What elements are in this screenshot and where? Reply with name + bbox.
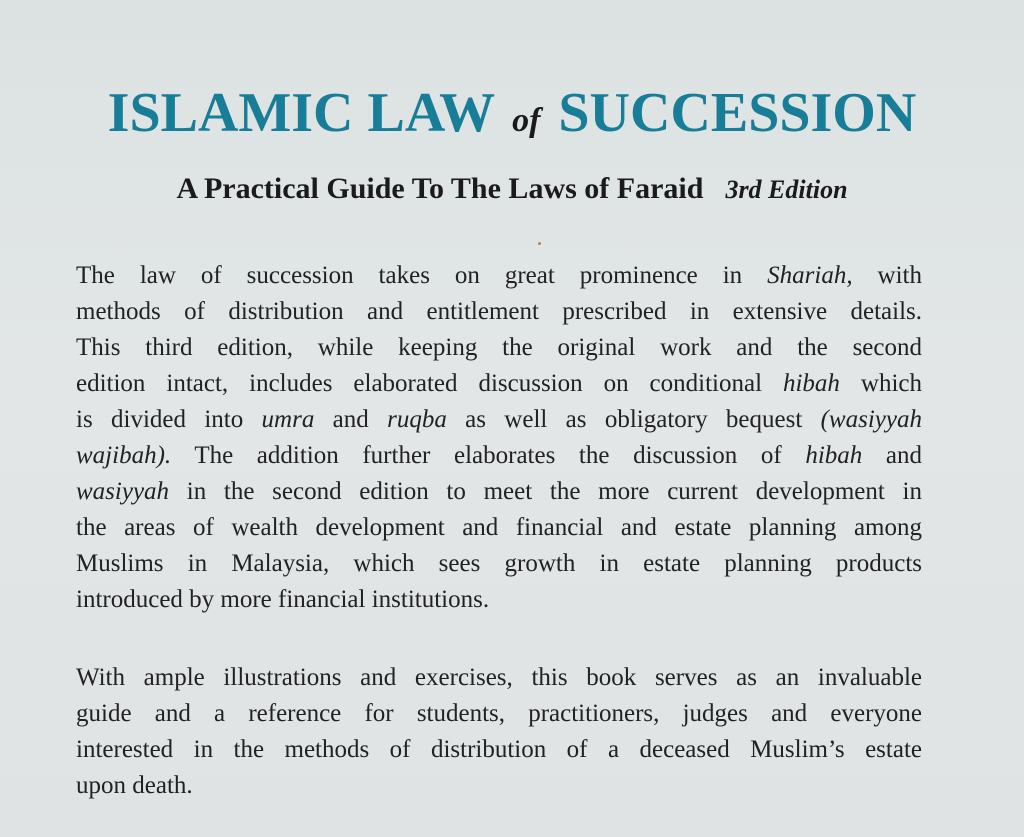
italic-term: wasiyyah [76, 478, 170, 505]
italic-term: wajibah). [76, 442, 172, 469]
italic-term: (wasiyyah [820, 406, 922, 433]
title-part-1: ISLAMIC LAW [107, 82, 495, 144]
text-run: in the second edition to meet the more current development in [169, 478, 922, 505]
italic-term: hibah [805, 442, 863, 469]
italic-term: hibah [782, 370, 840, 397]
text-run: as well as obligatory bequest [446, 406, 821, 433]
paragraph-line [76, 438, 922, 474]
text-run: with [852, 262, 922, 289]
paragraph-line [76, 402, 922, 438]
book-title [0, 78, 1024, 156]
paragraph-line: Muslims in Malaysia, which sees growth in estate planning products [76, 550, 922, 577]
text-run: which [839, 370, 922, 397]
italic-term: umra [261, 406, 315, 433]
description-paragraph-1 [76, 258, 922, 618]
title-of: of [512, 102, 541, 139]
text-run: The addition further elaborates the discussion of [171, 442, 806, 469]
paragraph-line: methods of distribution and entitlement prescribed in extensive details. [76, 298, 922, 325]
paragraph-line: guide and a reference for students, practitioners, judges and everyone [76, 700, 922, 727]
paragraph-line: interested in the methods of distribution of a deceased Muslim’s estate [76, 736, 922, 763]
text-run: and [314, 406, 388, 433]
book-subtitle [0, 168, 1024, 211]
italic-term: Shariah, [767, 262, 853, 289]
description-paragraph-2 [76, 660, 922, 804]
paragraph-line [76, 366, 922, 402]
print-speck [538, 242, 541, 245]
paragraph-line: upon death. [76, 772, 193, 799]
paragraph-line: With ample illustrations and exercises, this book serves as an invaluable [76, 664, 922, 691]
edition-label: 3rd Edition [725, 175, 848, 204]
italic-term: ruqba [387, 406, 447, 433]
text-run: edition intact, includes elaborated discussion on conditional [76, 370, 783, 397]
title-part-2: SUCCESSION [558, 82, 917, 144]
paragraph-line: This third edition, while keeping the original work and the second [76, 334, 922, 361]
subtitle-text: A Practical Guide To The Laws of Faraid [176, 172, 704, 205]
text-run: is divided into [76, 406, 262, 433]
text-run: The law of succession takes on great prominence in [76, 262, 768, 289]
paragraph-line [76, 474, 922, 510]
paragraph-line: introduced by more financial institutions. [76, 586, 490, 613]
paragraph-line: the areas of wealth development and financial and estate planning among [76, 514, 922, 541]
text-run: and [862, 442, 922, 469]
paragraph-line [76, 258, 922, 294]
